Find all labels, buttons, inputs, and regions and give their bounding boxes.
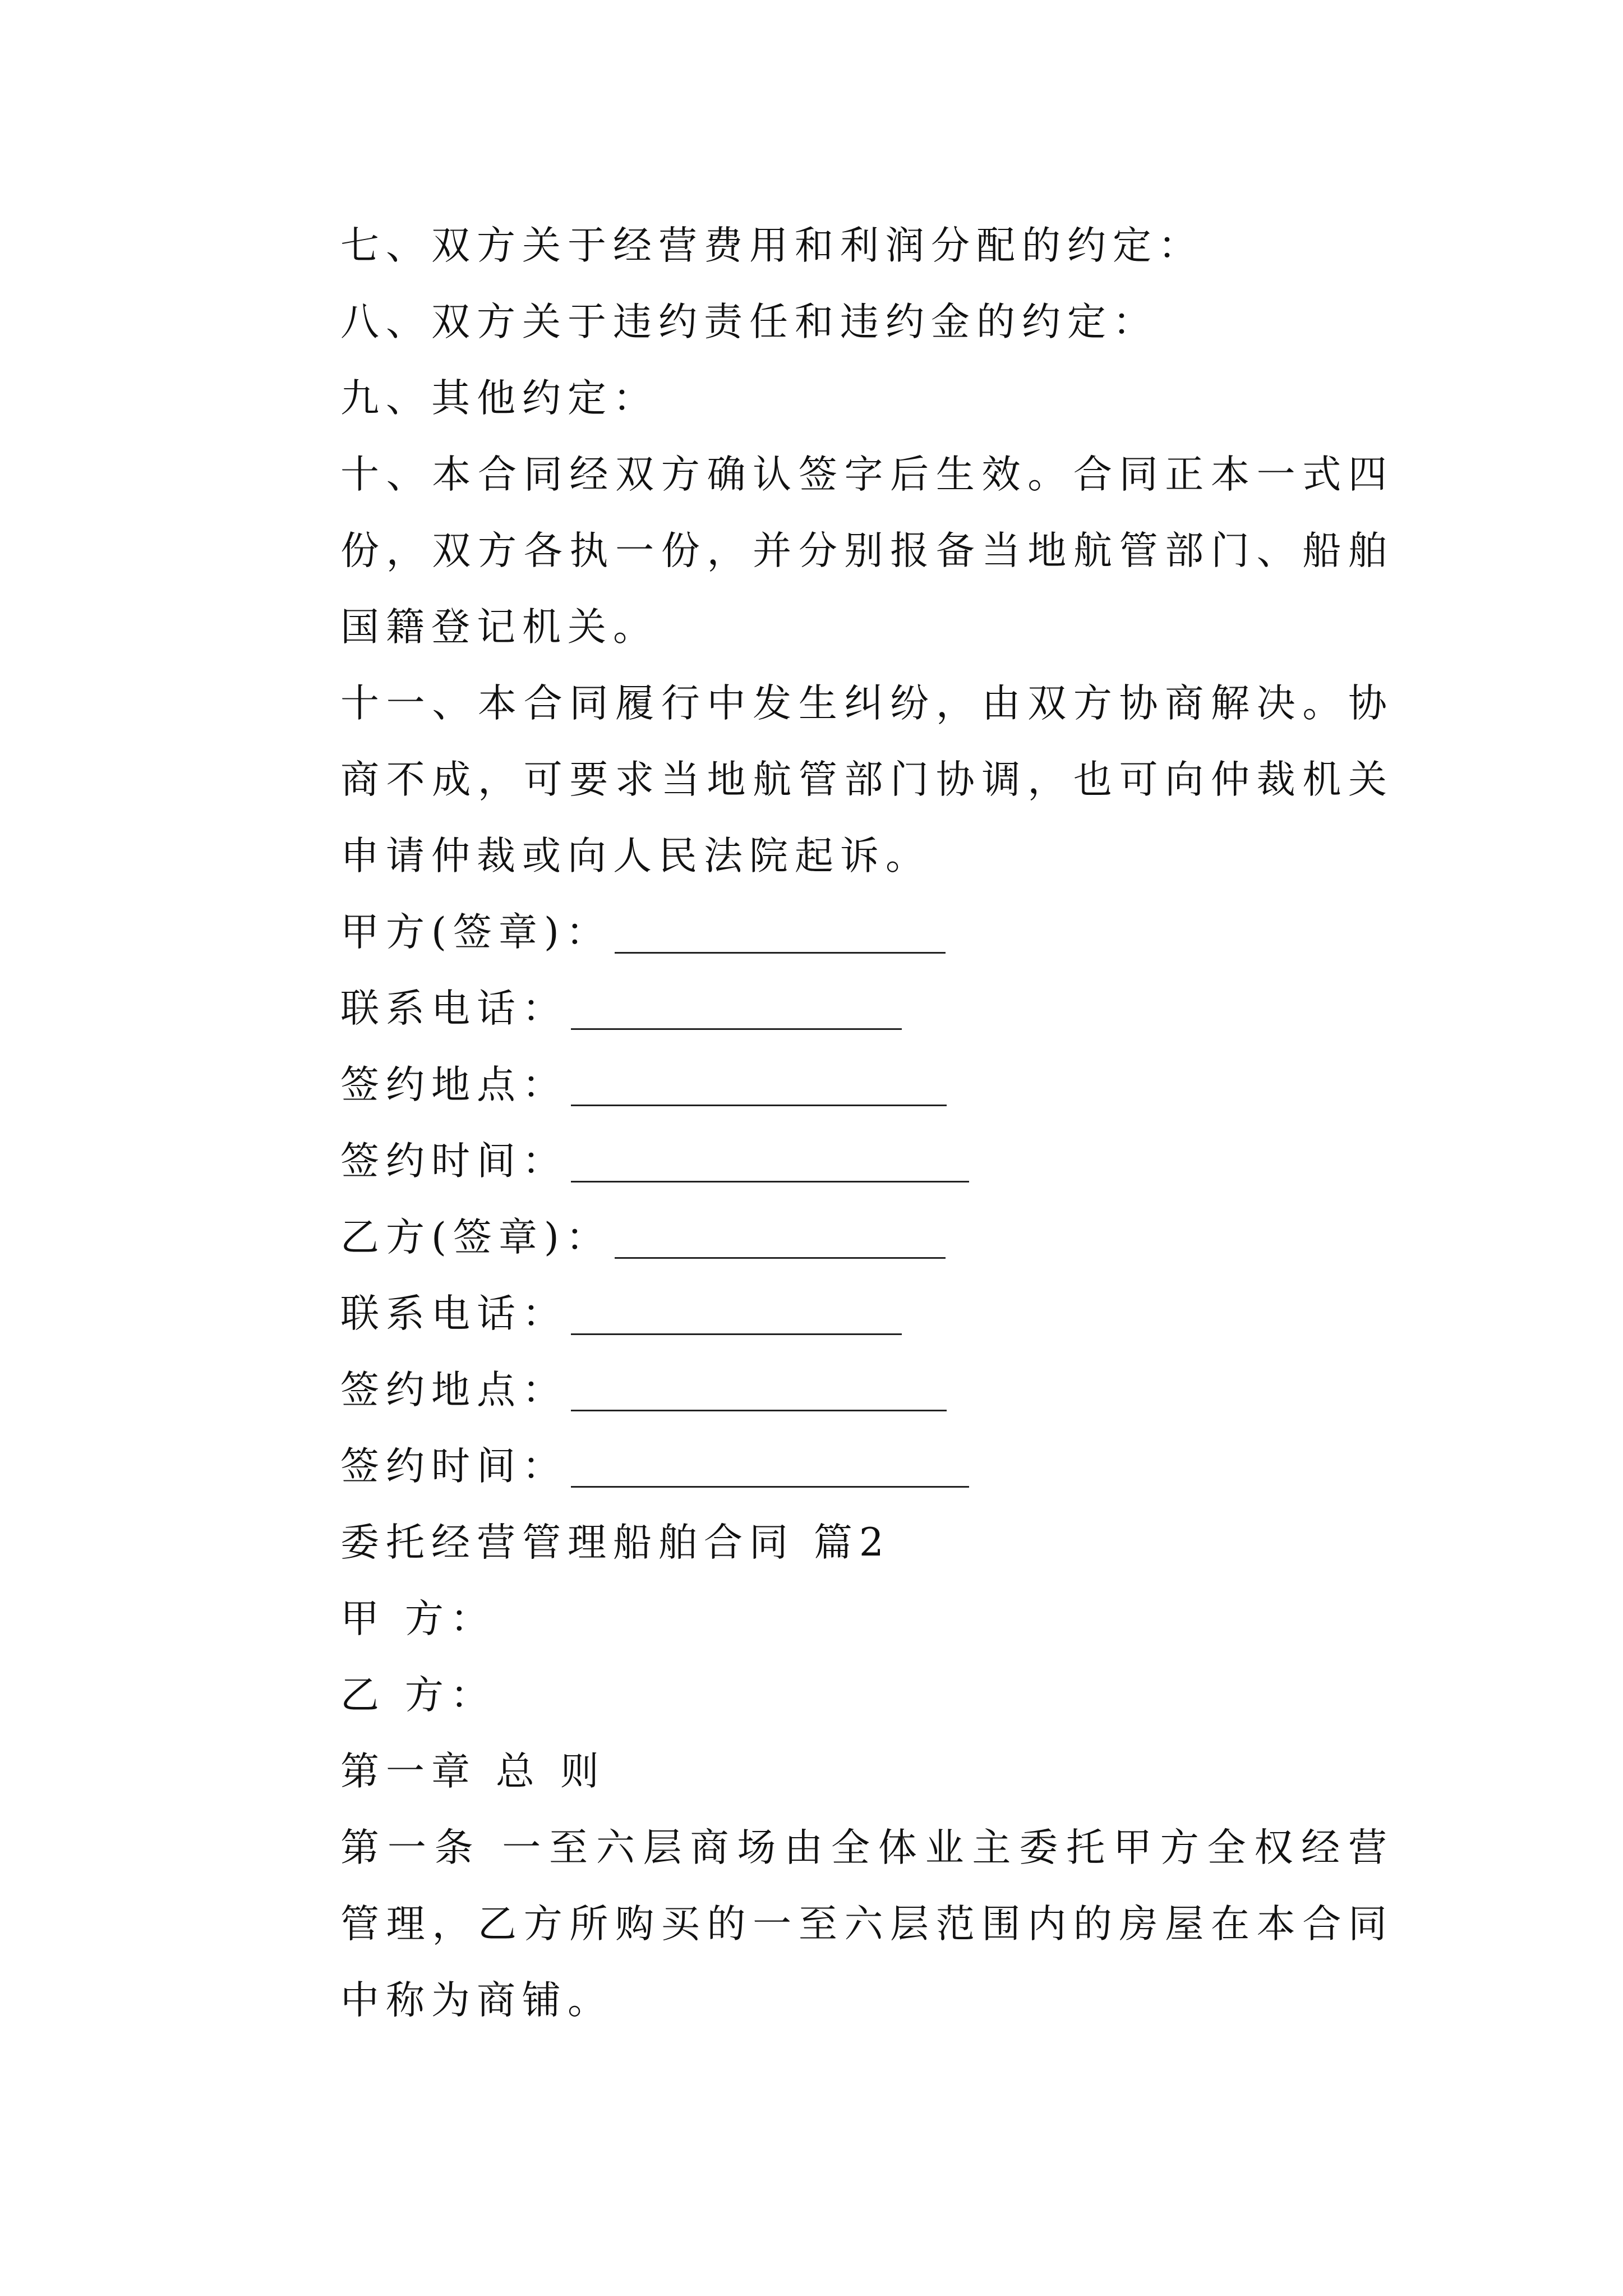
section-2-party-b: 乙 方： <box>340 1673 496 1718</box>
clause-10: 十、本合同经双方确认签字后生效。合同正本一式四份，双方各执一份，并分别报备当地航管部门、船舶国籍登记机关。 <box>340 452 1394 650</box>
party-a-time-row <box>250 1123 1394 1199</box>
party-a-phone-blank[interactable] <box>571 991 902 1030</box>
party-b-sign-label: 乙方(签章)： <box>340 1215 611 1260</box>
section-2-title: 委托经营管理船舶合同 篇2 <box>340 1520 891 1565</box>
party-b-place-blank[interactable] <box>571 1373 947 1411</box>
party-b-place-row <box>250 1352 1394 1428</box>
party-b-phone-row <box>250 1276 1394 1352</box>
clause-11: 十一、本合同履行中发生纠纷，由双方协商解决。协商不成，可要求当地航管部门协调，也可向仲裁机关申请仲裁或向人民法院起诉。 <box>340 681 1394 878</box>
party-b-time-blank[interactable] <box>571 1449 969 1488</box>
party-a-signature-blank[interactable] <box>615 915 946 954</box>
party-b-place-label: 签约地点： <box>340 1368 568 1412</box>
party-a-place-label: 签约地点： <box>340 1062 568 1107</box>
party-b-time-label: 签约时间： <box>340 1444 568 1489</box>
party-b-time-row <box>250 1428 1394 1504</box>
party-a-signature-row <box>250 894 1394 970</box>
party-a-time-blank[interactable] <box>571 1144 969 1182</box>
document-page <box>250 208 1394 2039</box>
party-a-sign-label: 甲方(签章)： <box>340 910 611 955</box>
party-b-phone-blank[interactable] <box>571 1296 902 1335</box>
clause-7: 七、双方关于经营费用和利润分配的约定： <box>340 223 1204 268</box>
clause-8: 八、双方关于违约责任和违约金的约定： <box>340 300 1158 344</box>
party-a-time-label: 签约时间： <box>340 1139 568 1184</box>
clause-9: 九、其他约定： <box>340 376 658 421</box>
party-a-phone-label: 联系电话： <box>340 986 568 1031</box>
section-2-party-a: 甲 方： <box>340 1596 496 1641</box>
party-b-phone-label: 联系电话： <box>340 1291 568 1336</box>
party-b-signature-row <box>250 1199 1394 1276</box>
party-a-phone-row <box>250 970 1394 1047</box>
party-a-place-blank[interactable] <box>571 1068 947 1106</box>
party-a-place-row <box>250 1047 1394 1123</box>
chapter-1-title: 第一章 总 则 <box>340 1749 606 1794</box>
party-b-signature-blank[interactable] <box>615 1220 946 1259</box>
article-1: 第一条 一至六层商场由全体业主委托甲方全权经营管理，乙方所购买的一至六层范围内的房屋在本合同中称为商铺。 <box>340 1825 1394 2023</box>
